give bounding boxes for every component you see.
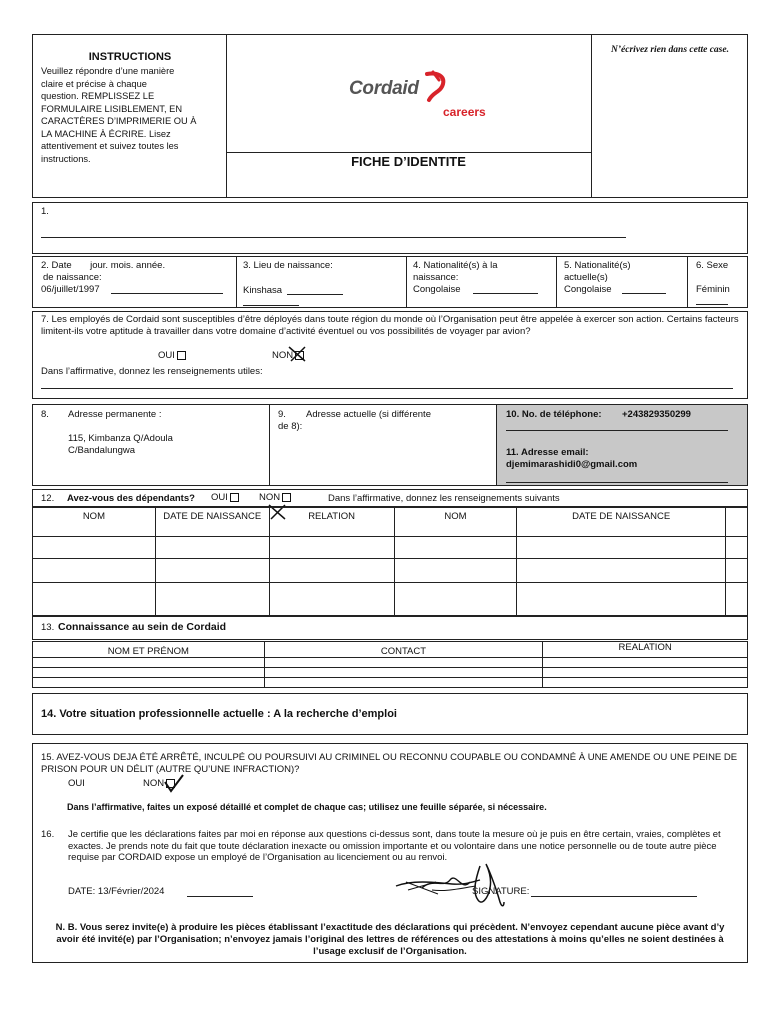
- q4-q5-divider: [556, 256, 557, 308]
- q11-label: 11. Adresse email:: [506, 447, 589, 458]
- q9-label2: de 8):: [278, 421, 303, 432]
- connaissance-table: [32, 641, 748, 688]
- table-row[interactable]: [33, 559, 748, 583]
- q7-follow: Dans l’affirmative, donnez les renseignements utiles:: [41, 366, 263, 377]
- q2-label2: de naissance:: [43, 272, 102, 283]
- q1-box: [32, 202, 748, 254]
- q13-number: 13.: [41, 622, 55, 633]
- col-header-contact: CONTACT: [264, 642, 543, 658]
- q3-q4-divider: [406, 256, 407, 308]
- check-mark-icon: [162, 772, 186, 794]
- q10-label: 10. No. de téléphone:: [506, 409, 602, 420]
- q9-label: Adresse actuelle (si différente: [306, 409, 431, 420]
- q15-oui[interactable]: OUI: [68, 778, 85, 789]
- q8-q9-divider: [269, 404, 270, 486]
- table-row[interactable]: [33, 678, 748, 688]
- q2-label: 2. Date jour. mois. année.: [41, 260, 166, 271]
- q16-date-underline: [187, 896, 253, 897]
- do-not-write-note: N’écrivez rien dans cette case.: [611, 45, 729, 55]
- q4-value[interactable]: Congolaise: [413, 284, 461, 295]
- q12-number: 12.: [41, 493, 55, 504]
- q11-underline: [506, 482, 728, 483]
- col-header-date-2: DATE DE NAISSANCE: [517, 508, 726, 537]
- signature-icon: [392, 858, 520, 910]
- q15-non-label: NON: [143, 778, 165, 789]
- logo-careers: careers: [443, 105, 486, 119]
- logo-wordmark: Cordaid: [349, 78, 419, 99]
- q14-text: 14. Votre situation professionnelle actuelle : A la recherche d’emploi: [41, 708, 397, 720]
- q12-follow: Dans l’affirmative, donnez les renseignements suivants: [328, 493, 560, 504]
- q7-oui[interactable]: [158, 350, 186, 362]
- q3-label: 3. Lieu de naissance:: [243, 260, 333, 271]
- q3-underline: [287, 294, 343, 295]
- q5-label: 5. Nationalité(s): [564, 260, 631, 271]
- cordaid-logo: [346, 70, 506, 125]
- col-header-nom: NOM: [33, 508, 156, 537]
- q2-q3-divider: [236, 256, 237, 308]
- q7-non-label: NON: [272, 350, 294, 361]
- q13-title: Connaissance au sein de Cordaid: [58, 621, 227, 633]
- q10-underline: [506, 430, 728, 431]
- col-header-empty: [726, 508, 748, 537]
- q2-value[interactable]: 06/juillet/1997: [41, 284, 100, 295]
- q12-oui-label: OUI: [211, 492, 228, 503]
- checkbox-icon[interactable]: [177, 351, 186, 360]
- q16-text: Je certifie que les déclarations faites par moi en réponse aux questions ci-dessus sont, dans toute la mesure où je puis en être certain, vraies, complètes et exactes. Je prends note du fait que toute déclaration inexacte ou omission importante et ou volontaire dans une notice personnelle ou de toute autre pièce requise par CORDAID expose un employé de l’Organisation au licenciement ou au renvoi.: [68, 829, 721, 863]
- form-title: FICHE D’IDENTITE: [351, 154, 466, 169]
- table-row[interactable]: [33, 658, 748, 668]
- q16-number: 16.: [41, 829, 55, 840]
- q6-label: 6. Sexe: [696, 260, 729, 271]
- q5-label2: actuelle(s): [564, 272, 608, 283]
- q8-label: Adresse permanente :: [68, 409, 162, 420]
- q12-non-label: NON: [259, 492, 281, 503]
- q15-text: 15. AVEZ-VOUS DEJA ÉTÉ ARRÊTÉ, INCULPÉ OU POURSUIVI AU CRIMINEL OU RECONNU COUPABLE OU CONDAMNÉ À UNE AMENDE OU UNE PEINE DE PRISON POUR UN DÉLIT (AUTRE QU’UNE INFRACTION)?: [41, 752, 738, 775]
- q5-q6-divider: [687, 256, 688, 308]
- q16-signature-underline: [531, 896, 697, 897]
- header-divider-left: [226, 34, 227, 198]
- q10-value[interactable]: +243829350299: [622, 409, 691, 420]
- q6-underline: [696, 304, 728, 305]
- q8-number: 8.: [41, 409, 49, 420]
- header-title-divider: [226, 152, 591, 153]
- col-header-date: DATE DE NAISSANCE: [155, 508, 269, 537]
- instructions-text: Veuillez répondre d’une manière claire et précise à chaque question. REMPLISSEZ LE FORMULAIRE LISIBLEMENT, EN CARACTÈRES D’IMPRIMERIE OU À LA MACHINE À ÉCRIRE. Lisez attentivement et suivez toutes les instructions.: [41, 66, 197, 164]
- q7-oui-label: OUI: [158, 350, 175, 361]
- col-header-relation: REALATION: [543, 642, 748, 658]
- q2-underline: [111, 293, 223, 294]
- table-row[interactable]: [33, 583, 748, 616]
- q8-value[interactable]: 115, Kimbanza Q/Adoula C/Bandalungwa: [68, 433, 173, 456]
- q7-text: 7. Les employés de Cordaid sont susceptibles d’être déployés dans toute région du monde où l’Organisation peut être appelée à exercer son action. Certains facteurs limitent-ils votre aptitude à travailler dans votre domaine d’activité éventuel ou vos possibilités de voyager par avion?: [41, 314, 739, 337]
- q7-answer-line[interactable]: [41, 388, 733, 389]
- q12-question: Avez-vous des dépendants?: [67, 493, 195, 504]
- q3-value[interactable]: Kinshasa: [243, 285, 283, 296]
- nb-text: N. B. Vous serez invite(e) à produire les pièces établissant l’exactitude des déclarations qui précèdent. N’envoyez cependant aucune pièce avant d’y avoir été invité(e) par l’Organisation; n’envoyez jamais l’original des lettres de références ou des attestations à moins qu’elles ne soient destinées à l’usage exclusif de l’Organisation.: [55, 922, 725, 957]
- q9-number: 9.: [278, 409, 286, 420]
- table-row[interactable]: [33, 668, 748, 678]
- q16-date[interactable]: DATE: 13/Février/2024: [68, 886, 165, 897]
- q11-value[interactable]: djemimarashidi0@gmail.com: [506, 459, 638, 470]
- q15-follow: Dans l’affirmative, faites un exposé détaillé et complet de chaque cas; utilisez une feuille séparée, si nécessaire.: [67, 802, 547, 812]
- cross-mark-icon: [287, 345, 307, 363]
- header-divider-right: [591, 34, 592, 198]
- q12-oui[interactable]: [211, 492, 239, 504]
- col-header-relation: RELATION: [269, 508, 394, 537]
- q16-signature-label: SIGNATURE:: [472, 886, 530, 897]
- dependants-table: [32, 507, 748, 616]
- cordaid-logo-icon: [423, 70, 451, 106]
- q3-underline-2: [243, 305, 299, 306]
- table-row[interactable]: [33, 537, 748, 559]
- q5-value[interactable]: Congolaise: [564, 284, 612, 295]
- q4-underline: [473, 293, 538, 294]
- q6-value[interactable]: Féminin: [696, 284, 730, 295]
- checkbox-icon[interactable]: [282, 493, 291, 502]
- col-header-nom-prenom: NOM ET PRÉNOM: [33, 642, 265, 658]
- checkbox-icon[interactable]: [230, 493, 239, 502]
- instructions-title: INSTRUCTIONS: [88, 51, 172, 63]
- q4-label2: naissance:: [413, 272, 459, 283]
- q4-label: 4. Nationalité(s) à la: [413, 260, 498, 271]
- q1-number: 1.: [41, 206, 49, 217]
- col-header-nom-2: NOM: [394, 508, 517, 537]
- q1-line[interactable]: [41, 237, 626, 238]
- q5-underline: [622, 293, 666, 294]
